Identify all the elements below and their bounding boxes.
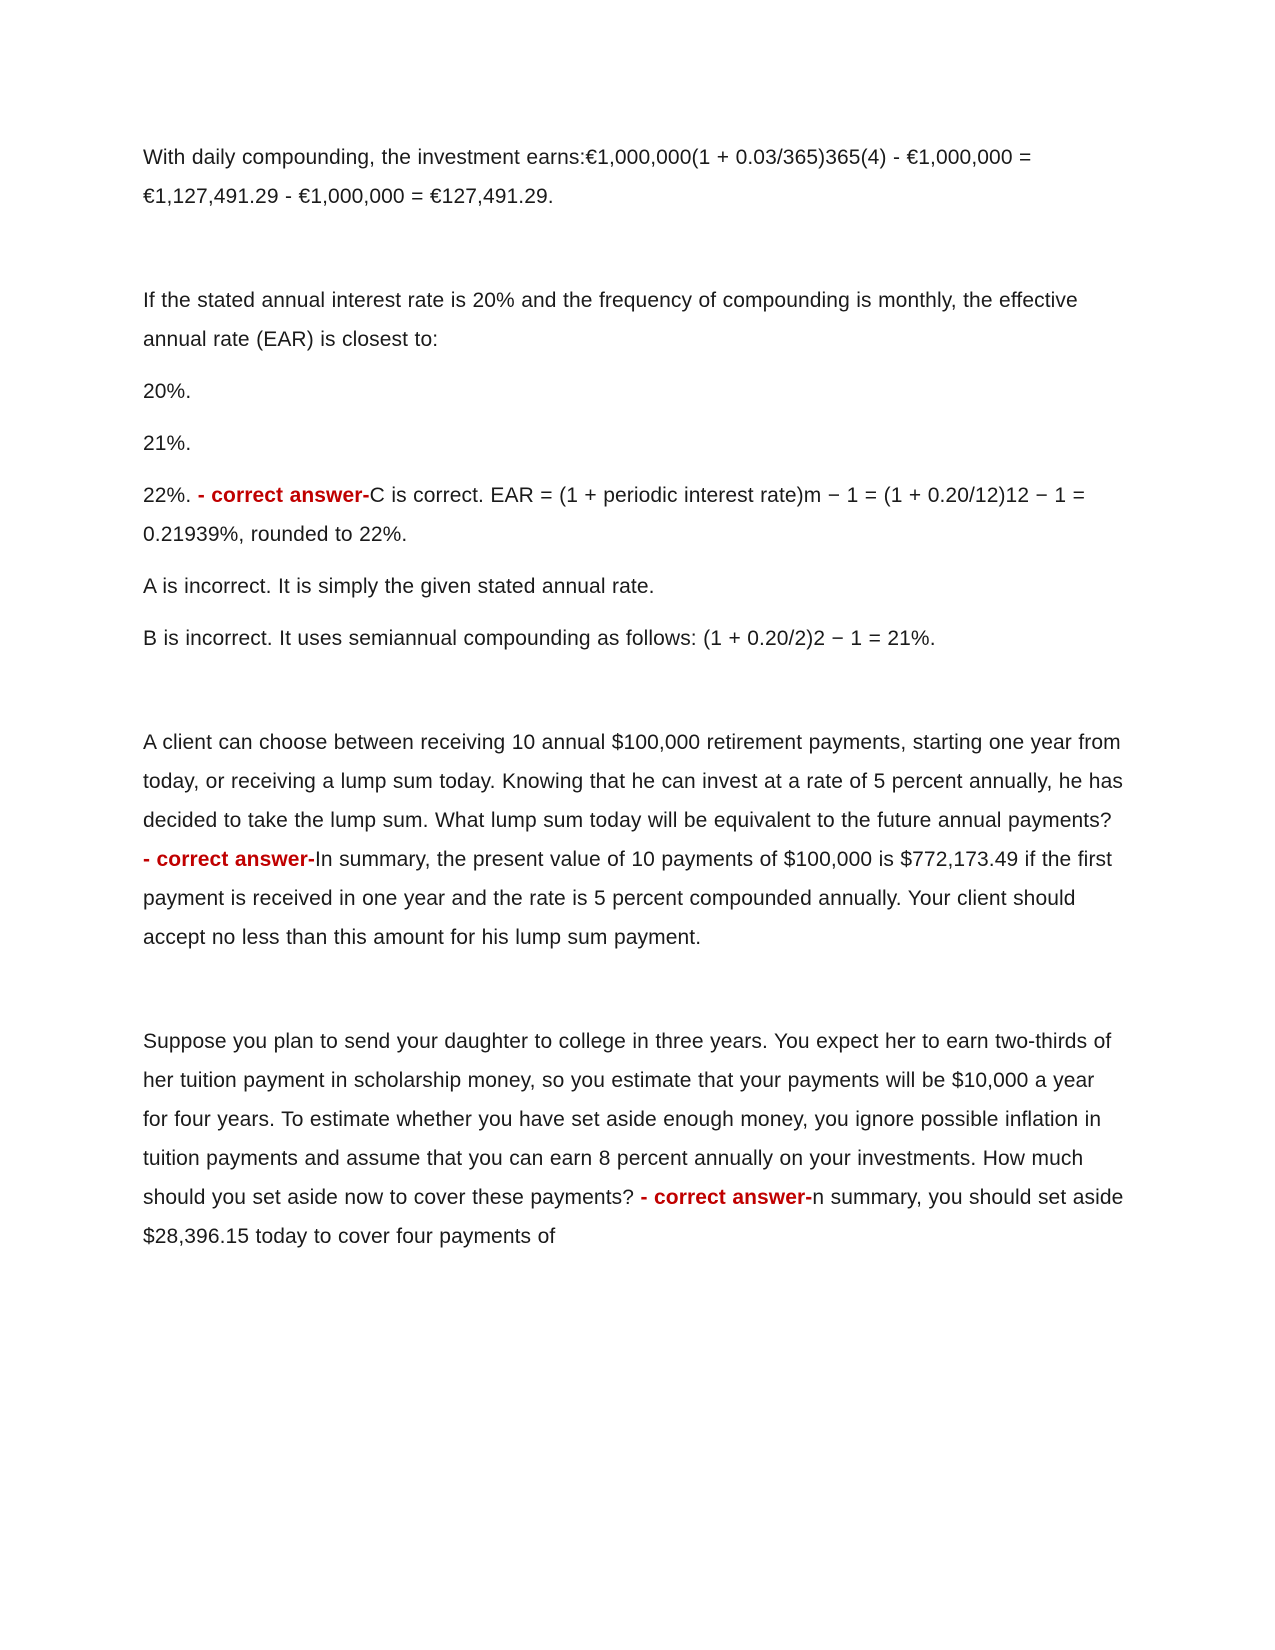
paragraph-a-incorrect-explanation <box>143 567 1125 606</box>
paragraph-lump-sum-question-answer <box>143 723 1125 957</box>
paragraph-choice-c-correct-answer <box>143 476 1125 554</box>
text-segment: With daily compounding, the investment earns:€1,000,000(1 + 0.03/365)365(4) - €1,000,000 = €1,127,491.29 - €1,000,000 = €127,491.29. <box>143 146 1032 208</box>
text-segment: 20%. <box>143 380 192 403</box>
text-segment: 22%. <box>143 484 198 507</box>
correct-answer-marker: - correct answer- <box>640 1186 813 1209</box>
text-segment: In summary, the present value of 10 payments of $100,000 is $772,173.49 if the first payment is received in one year and the rate is 5 percent compounded annually. Your client should accept no less than this amount for his lump sum payment. <box>143 848 1113 949</box>
text-segment: A client can choose between receiving 10 annual $100,000 retirement payments, starting one year from today, or receiving a lump sum today. Knowing that he can invest at a rate of 5 percent annually, he has decided to take the lump sum. What lump sum today will be equivalent to the future annual payments? <box>143 731 1123 832</box>
paragraph-ear-question <box>143 281 1125 359</box>
blank-line <box>143 229 1125 268</box>
blank-line <box>143 970 1125 1009</box>
paragraph-daily-compounding-answer <box>143 138 1125 216</box>
text-segment: A is incorrect. It is simply the given stated annual rate. <box>143 575 655 598</box>
text-segment: Suppose you plan to send your daughter to college in three years. You expect her to earn two-thirds of her tuition payment in scholarship money, so you estimate that your payments will be $10,000 a year for four years. To estimate whether you have set aside enough money, you ignore possible inflation in tuition payments and assume that you can earn 8 percent annually on your investments. How much should you set aside now to cover these payments? <box>143 1030 1112 1209</box>
paragraph-b-incorrect-explanation <box>143 619 1125 658</box>
correct-answer-marker: - correct answer- <box>197 484 370 507</box>
document-body <box>143 138 1125 1256</box>
text-segment: If the stated annual interest rate is 20% and the frequency of compounding is monthly, the effective annual rate (EAR) is closest to: <box>143 289 1078 351</box>
paragraph-choice-b <box>143 424 1125 463</box>
paragraph-choice-a <box>143 372 1125 411</box>
correct-answer-marker: - correct answer- <box>143 848 315 871</box>
text-segment: 21%. <box>143 432 192 455</box>
paragraph-college-savings-question-answer <box>143 1022 1125 1256</box>
text-segment: B is incorrect. It uses semiannual compounding as follows: (1 + 0.20/2)2 − 1 = 21%. <box>143 627 936 650</box>
text-segment: n summary, you should set aside $28,396.15 today to cover four payments of <box>143 1186 1124 1248</box>
blank-line <box>143 671 1125 710</box>
text-segment: C is correct. EAR = (1 + periodic interest rate)m − 1 = (1 + 0.20/12)12 − 1 = 0.21939%, rounded to 22%. <box>143 484 1085 546</box>
